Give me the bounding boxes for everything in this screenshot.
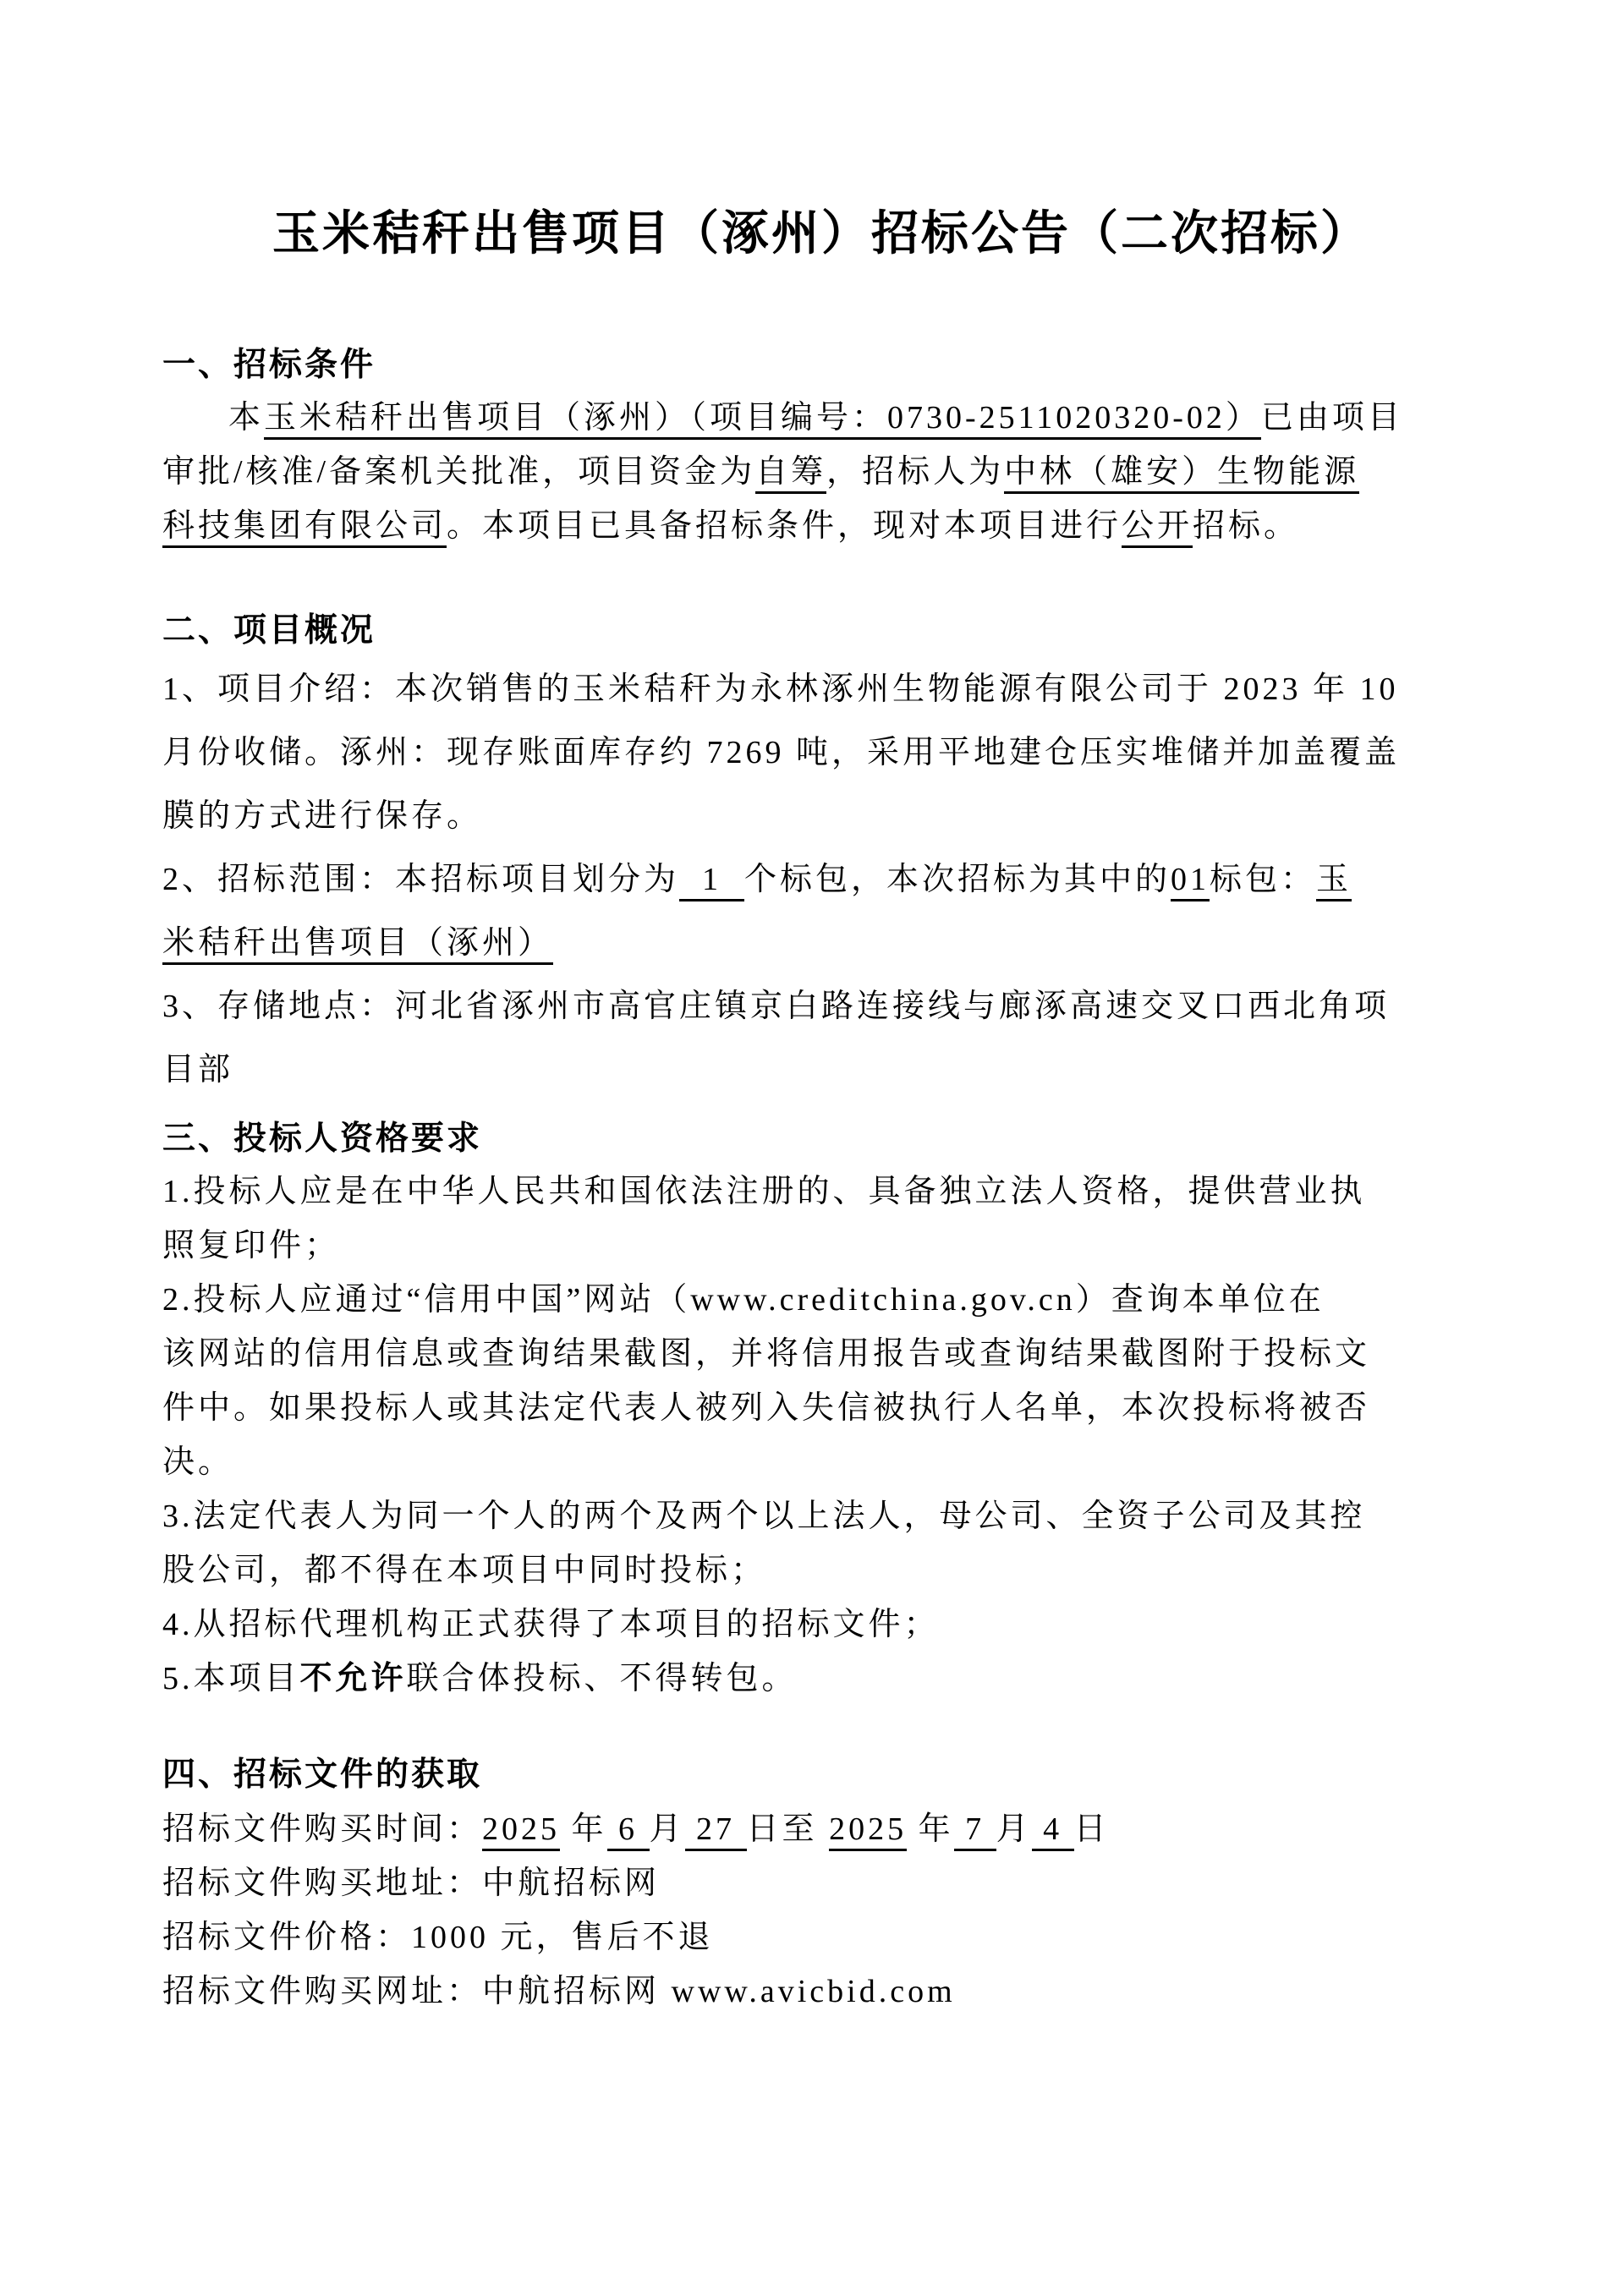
section-heading: 一、招标条件 <box>162 347 376 383</box>
paragraph-line <box>162 1435 1480 1489</box>
text-run: 标包： <box>1210 862 1317 897</box>
text-run: 。本项目已具备招标条件，现对本项目进行 <box>447 508 1122 544</box>
text-run: 不允许 <box>299 1661 407 1696</box>
paragraph-line <box>162 1327 1480 1381</box>
paragraph-line <box>162 1597 1480 1652</box>
text-run: 日至 <box>746 1811 830 1847</box>
text-run: 件中。如果投标人或其法定代表人被列入失信被执行人名单，本次投标将被否 <box>162 1390 1371 1426</box>
text-run: 招标。 <box>1193 508 1300 544</box>
paragraph-line <box>162 785 1480 848</box>
text-run: 2025 <box>829 1811 907 1851</box>
paragraph-line <box>162 1164 1480 1219</box>
paragraph-line <box>162 1964 1480 2019</box>
text-run: 招标文件购买网址：中航招标网 www.avicbid.com <box>162 1974 956 2009</box>
text-run: 公开 <box>1122 508 1193 548</box>
paragraph-line <box>162 658 1480 721</box>
paragraph-line <box>162 1038 1480 1102</box>
text-run: 本 <box>228 400 265 436</box>
paragraph-line <box>162 391 1480 445</box>
paragraph-line <box>162 1910 1480 1964</box>
section-heading: 四、招标文件的获取 <box>162 1756 483 1793</box>
paragraph-line <box>162 1856 1480 1910</box>
text-run: 年 <box>560 1811 607 1847</box>
text-run: 月份收储。涿州：现存账面库存约 7269 吨，采用平地建仓压实堆储并加盖覆盖 <box>162 735 1401 770</box>
text-run: 照复印件； <box>162 1228 341 1263</box>
text-run: 3、存储地点：河北省涿州市高官庄镇京白路连接线与廊涿高速交叉口西北角项 <box>162 989 1391 1024</box>
paragraph-line <box>162 1543 1480 1597</box>
paragraph-line <box>162 1381 1480 1435</box>
text-run: 3.法定代表人为同一个人的两个及两个以上法人，母公司、全资子公司及其控 <box>162 1499 1366 1534</box>
paragraph-line <box>162 1652 1480 1706</box>
text-run: 膜的方式进行保存。 <box>162 798 483 834</box>
text-run: 27 <box>685 1811 747 1851</box>
text-run: 年 <box>907 1811 954 1847</box>
text-run: 2025 <box>482 1811 560 1851</box>
text-run: 4 <box>1032 1811 1074 1851</box>
text-run: 4.从招标代理机构正式获得了本项目的招标文件； <box>162 1607 940 1642</box>
paragraph-line <box>162 445 1480 499</box>
text-run: 月 <box>996 1811 1032 1847</box>
text-run: 招标文件价格：1000 元，售后不退 <box>162 1920 714 1955</box>
paragraph-line <box>162 499 1480 553</box>
section-document-acquisition <box>162 1748 1480 2019</box>
text-run: 自筹 <box>755 454 826 494</box>
text-run: 1 <box>679 862 744 901</box>
paragraph-line <box>162 848 1480 912</box>
text-run: 目部 <box>162 1052 234 1088</box>
text-run: 科技集团有限公司 <box>162 508 447 548</box>
text-run: ，招标人为 <box>826 454 1005 490</box>
text-run: 招标文件购买地址：中航招标网 <box>162 1866 661 1901</box>
text-run: 2.投标人应通过“信用中国”网站（www.creditchina.gov.cn）查询本单位在 <box>162 1282 1325 1318</box>
paragraph-line <box>162 721 1480 785</box>
text-run: 中林（雄安）生物能源 <box>1004 454 1359 494</box>
text-run: 日 <box>1073 1811 1110 1847</box>
text-run: 已由项目 <box>1260 400 1403 436</box>
section-bidder-qualifications <box>162 1114 1480 1706</box>
text-run: 玉 <box>1316 862 1352 901</box>
paragraph-line <box>162 1219 1480 1273</box>
paragraph-line <box>162 1802 1480 1856</box>
text-run: 1.投标人应是在中华人民共和国依法注册的、具备独立法人资格，提供营业执 <box>162 1174 1366 1209</box>
paragraph-line <box>162 1489 1480 1543</box>
paragraph-line <box>162 912 1480 975</box>
section-heading: 三、投标人资格要求 <box>162 1121 483 1157</box>
text-run: 01 <box>1171 862 1210 901</box>
text-run: 个标包，本次招标为其中的 <box>744 862 1171 897</box>
text-run: 玉米秸秆出售项目（涿州）（项目编号：0730-2511020320-02） <box>264 400 1261 440</box>
text-run: 2、招标范围：本招标项目划分为 <box>162 862 680 897</box>
text-run: 招标文件购买时间： <box>162 1811 483 1847</box>
text-run: 股公司，都不得在本项目中同时投标； <box>162 1553 767 1588</box>
section-bidding-conditions <box>162 340 1480 553</box>
text-run: 5.本项目 <box>162 1661 300 1696</box>
text-run: 联合体投标、不得转包。 <box>406 1661 798 1696</box>
text-run: 米秸秆出售项目（涿州） <box>162 925 553 965</box>
document-title: 玉米秸秆出售项目（涿州）招标公告（二次招标） <box>272 208 1370 260</box>
text-run: 审批/核准/备案机关批准，项目资金为 <box>162 454 756 490</box>
paragraph-line <box>162 975 1480 1038</box>
text-run: 该网站的信用信息或查询结果截图，并将信用报告或查询结果截图附于投标文 <box>162 1336 1371 1372</box>
text-run: 7 <box>954 1811 996 1851</box>
text-run: 决。 <box>162 1444 234 1480</box>
section-heading: 二、项目概况 <box>162 612 376 649</box>
text-run: 1、项目介绍：本次销售的玉米秸秆为永林涿州生物能源有限公司于 2023 年 10 <box>162 671 1399 707</box>
paragraph-line <box>162 1273 1480 1327</box>
text-run: 月 <box>649 1811 685 1847</box>
section-project-overview <box>162 604 1480 1102</box>
text-run: 6 <box>607 1811 650 1851</box>
